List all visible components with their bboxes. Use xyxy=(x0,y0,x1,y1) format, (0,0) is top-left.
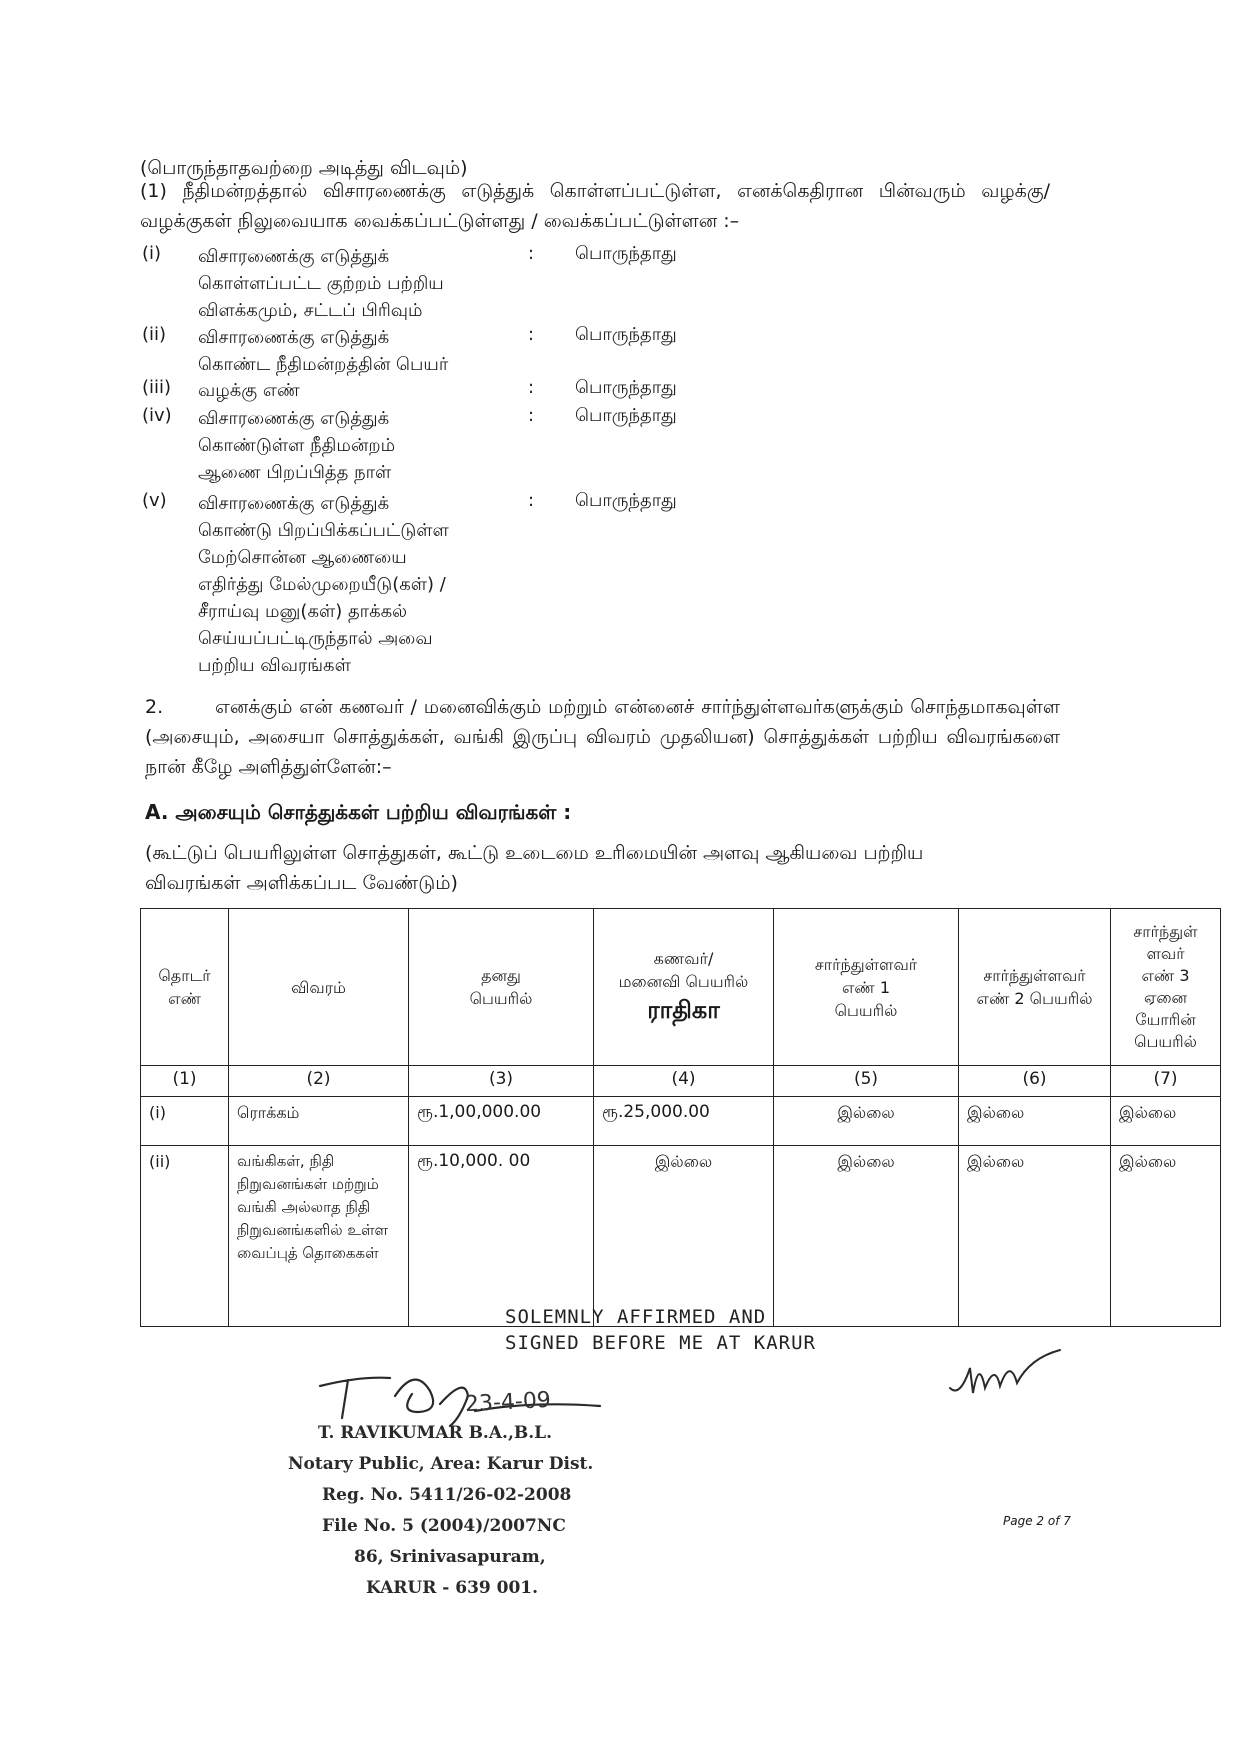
item-value: பொருந்தாது xyxy=(575,324,677,345)
header-dependent-3: சார்ந்துள் ளவர் எண் 3 ஏனை யோரின் பெயரில் xyxy=(1111,909,1221,1066)
item-label-line: கொண்டுள்ள நீதிமன்றம் xyxy=(198,435,396,456)
col-number: (6) xyxy=(959,1066,1111,1097)
row-dependent-1: இல்லை xyxy=(774,1146,959,1327)
item-label xyxy=(198,490,528,679)
col-number: (2) xyxy=(229,1066,409,1097)
item-label-line: செய்யப்பட்டிருந்தால் அவை xyxy=(198,628,433,649)
section2-paragraph xyxy=(145,692,1060,782)
item-number: (v) xyxy=(142,490,167,511)
section2-text: எனக்கும் என் கணவர் / மனைவிக்கும் மற்றும் என்னைச் சார்ந்துள்ளவர்களுக்கும் சொந்தமாகவுள்ள (அசையும், அசையா சொத்துக்கள், வங்கி இருப்பு விவரம் முதலியன) சொத்துக்கள் பற்றிய விவரங்களை நான் கீழே அளித்துள்ளேன்:– xyxy=(145,696,1060,778)
header-serial: தொடர் எண் xyxy=(141,909,229,1066)
item-label-line: விளக்கமும், சட்டப் பிரிவும் xyxy=(198,300,423,321)
header-dependent-1: சார்ந்துள்ளவர் எண் 1 பெயரில் xyxy=(774,909,959,1066)
item-label-line: விசாரணைக்கு எடுத்துக் xyxy=(198,327,390,348)
item-label xyxy=(198,243,528,324)
item-number: (iii) xyxy=(142,377,172,398)
col-number: (4) xyxy=(594,1066,774,1097)
item-colon: : xyxy=(528,490,535,511)
row-dependent-3: இல்லை xyxy=(1111,1097,1221,1146)
item-colon: : xyxy=(528,405,535,426)
item-label-line: விசாரணைக்கு எடுத்துக் xyxy=(198,246,390,267)
row-description: ரொக்கம் xyxy=(229,1097,409,1146)
row-self-value: ரூ.1,00,000.00 xyxy=(409,1097,594,1146)
item-value: பொருந்தாது xyxy=(575,377,677,398)
section2-number: 2. xyxy=(145,696,164,718)
spouse-name: ராதிகா xyxy=(647,996,720,1024)
stamp-line-2: SIGNED BEFORE ME AT KARUR xyxy=(505,1332,816,1354)
row-dependent-2: இல்லை xyxy=(959,1146,1111,1327)
row-description: வங்கிகள், நிதி நிறுவனங்கள் மற்றும் வங்கி அல்லாத நிதி நிறுவனங்களில் உள்ள வைப்புத் தொகைகள் xyxy=(229,1146,409,1327)
movable-assets-table xyxy=(140,908,1221,1327)
row-serial: (i) xyxy=(141,1097,229,1146)
item-label xyxy=(198,377,528,404)
row-self-value: ரூ.10,000. 00 xyxy=(409,1146,594,1327)
affirmation-stamp xyxy=(505,1306,816,1354)
header-description: விவரம் xyxy=(229,909,409,1066)
notary-city: KARUR - 639 001. xyxy=(366,1578,539,1598)
item-label-line: எதிர்த்து மேல்முறையீடு(கள்) / xyxy=(198,574,446,595)
row-dependent-1: இல்லை xyxy=(774,1097,959,1146)
column-number-row xyxy=(141,1066,1221,1097)
strike-note: (பொருந்தாதவற்றை அடித்து விடவும்) xyxy=(140,157,468,179)
notary-address: 86, Srinivasapuram, xyxy=(354,1547,546,1567)
row-dependent-3: இல்லை xyxy=(1111,1146,1221,1327)
notary-seal xyxy=(288,1418,628,1604)
item-label-line: வழக்கு எண் xyxy=(198,380,300,401)
item-label-line: கொண்டு பிறப்பிக்கப்பட்டுள்ள xyxy=(198,520,449,541)
item-colon: : xyxy=(528,377,535,398)
col-number: (1) xyxy=(141,1066,229,1097)
item-value: பொருந்தாது xyxy=(575,490,677,511)
section-a-heading: A. அசையும் சொத்துக்கள் பற்றிய விவரங்கள் : xyxy=(145,800,572,824)
col-number: (5) xyxy=(774,1066,959,1097)
item-number: (iv) xyxy=(142,405,172,426)
table-row xyxy=(141,1146,1221,1327)
item-number: (ii) xyxy=(142,324,167,345)
item-label-line: சீராய்வு மனு(கள்) தாக்கல் xyxy=(198,601,408,622)
item-label-line: கொண்ட நீதிமன்றத்தின் பெயர் xyxy=(198,354,449,375)
col-number: (3) xyxy=(409,1066,594,1097)
section1-intro: (1) நீதிமன்றத்தால் விசாரணைக்கு எடுத்துக் கொள்ளப்பட்டுள்ள, எனக்கெதிரான பின்வரும் வழக்கு/ வழக்குகள் நிலுவையாக வைக்கப்பட்டுள்ளது / வைக்கப்பட்டுள்ளன :– xyxy=(140,180,1050,232)
notary-date: 23-4-09 xyxy=(464,1387,552,1418)
item-label-line: விசாரணைக்கு எடுத்துக் xyxy=(198,493,390,514)
item-colon: : xyxy=(528,324,535,345)
notary-file-no: File No. 5 (2004)/2007NC xyxy=(322,1516,566,1536)
item-label-line: பற்றிய விவரங்கள் xyxy=(198,655,351,676)
header-dependent-2: சார்ந்துள்ளவர் எண் 2 பெயரில் xyxy=(959,909,1111,1066)
stamp-line-1: SOLEMNLY AFFIRMED AND xyxy=(505,1306,767,1328)
page-number: Page 2 of 7 xyxy=(1003,1514,1071,1528)
item-value: பொருந்தாது xyxy=(575,243,677,264)
item-label-line: மேற்சொன்ன ஆணையை xyxy=(198,547,407,568)
item-number: (i) xyxy=(142,243,162,264)
section-a-note-line1: (கூட்டுப் பெயரிலுள்ள சொத்துகள், கூட்டு உடைமை உரிமையின் அளவு ஆகியவை பற்றிய xyxy=(145,842,924,864)
table-header-row xyxy=(141,909,1221,1066)
item-value: பொருந்தாது xyxy=(575,405,677,426)
notary-area: Notary Public, Area: Karur Dist. xyxy=(288,1454,594,1474)
section-a-note-line2: விவரங்கள் அளிக்கப்பட வேண்டும்) xyxy=(145,872,458,894)
header-self: தனது பெயரில் xyxy=(409,909,594,1066)
row-spouse-value: ரூ.25,000.00 xyxy=(594,1097,774,1146)
col-number: (7) xyxy=(1111,1066,1221,1097)
row-serial: (ii) xyxy=(141,1146,229,1327)
row-dependent-2: இல்லை xyxy=(959,1097,1111,1146)
item-colon: : xyxy=(528,243,535,264)
item-label-line: கொள்ளப்பட்ட குற்றம் பற்றிய xyxy=(198,273,444,294)
item-label xyxy=(198,324,528,378)
table-row xyxy=(141,1097,1221,1146)
item-label-line: ஆணை பிறப்பித்த நாள் xyxy=(198,462,392,483)
notary-name: T. RAVIKUMAR B.A.,B.L. xyxy=(318,1423,553,1443)
deponent-signature-image xyxy=(945,1338,1065,1408)
notary-reg-no: Reg. No. 5411/26-02-2008 xyxy=(322,1485,572,1505)
header-spouse: கணவர்/ மனைவி பெயரில் ராதிகா xyxy=(594,909,774,1066)
item-label xyxy=(198,405,528,486)
item-label-line: விசாரணைக்கு எடுத்துக் xyxy=(198,408,390,429)
row-spouse-value: இல்லை xyxy=(594,1146,774,1327)
